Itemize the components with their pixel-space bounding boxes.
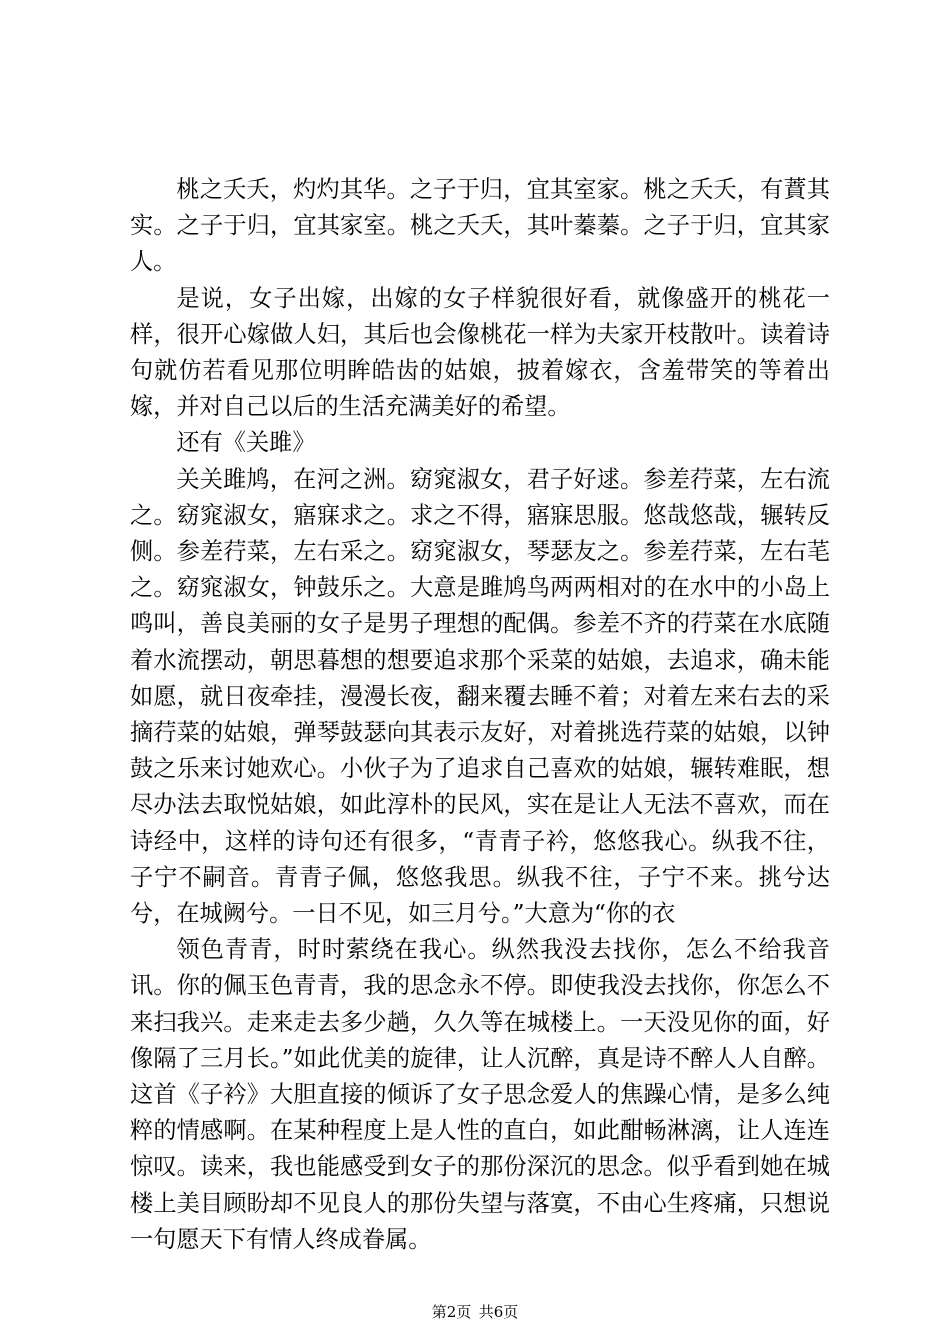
paragraph-taoyao-explanation: 是说，女子出嫁，出嫁的女子样貌很好看，就像盛开的桃花一样，很开心嫁做人妇，其后也会像桃花一样为夫家开枝散叶。读着诗句就仿若看见那位明眸皓齿的姑娘，披着嫁衣，含羞带笑的等着出嫁，并对自己以后的生活充满美好的希望。 xyxy=(130,284,830,421)
document-body xyxy=(130,172,830,1258)
page-total: 共6页 xyxy=(478,1303,519,1321)
paragraph-taoyao-poem: 桃之夭夭，灼灼其华。之子于归，宜其室家。桃之夭夭，有蕡其实。之子于归，宜其家室。桃之夭夭，其叶蓁蓁。之子于归，宜其家人。 xyxy=(130,176,830,276)
page-footer xyxy=(0,1302,950,1322)
paragraph-guanju-poem: 关关雎鸠，在河之洲。窈窕淑女，君子好逑。参差荇菜，左右流之。窈窕淑女，寤寐求之。求之不得，寤寐思服。悠哉悠哉，辗转反侧。参差荇菜，左右采之。窈窕淑女，琴瑟友之。参差荇菜，左右芼之。窈窕淑女，钟鼓乐之。大意是雎鸠鸟两两相对的在水中的小岛上鸣叫，善良美丽的女子是男子理想的配偶。参差不齐的荇菜在水底随着水流摆动，朝思暮想的想要追求那个采菜的姑娘，去追求，确未能如愿，就日夜牵挂，漫漫长夜，翻来覆去睡不着；对着左来右去的采摘荇菜的姑娘，弹琴鼓瑟向其表示友好，对着挑选荇菜的姑娘，以钟鼓之乐来讨她欢心。小伙子为了追求自己喜欢的姑娘，辗转难眠，想尽办法去取悦姑娘，如此淳朴的民风，实在是让人无法不喜欢，而在诗经中，这样的诗句还有很多，“青青子衿，悠悠我心。纵我不往，子宁不嗣音。青青子佩，悠悠我思。纵我不往，子宁不来。挑兮达兮，在城阙兮。一日不见，如三月兮。”大意为“你的衣 xyxy=(130,465,830,928)
paragraph-guanju-heading: 还有《关雎》 xyxy=(176,429,316,457)
page-number: 第2页 xyxy=(431,1303,472,1321)
paragraph-zijin-explanation: 领色青青，时时萦绕在我心。纵然我没去找你，怎么不给我音讯。你的佩玉色青青，我的思念永不停。即使我没去找你，你怎么不来扫我兴。走来走去多少趟，久久等在城楼上。一天没见你的面，好像隔了三月长。”如此优美的旋律，让人沉醉，真是诗不醉人人自醉。这首《子衿》大胆直接的倾诉了女子思念爱人的焦躁心情，是多么纯粹的情感啊。在某种程度上是人性的直白，如此酣畅淋漓，让人连连惊叹。读来，我也能感受到女子的那份深沉的思念。似乎看到她在城楼上美目顾盼却不见良人的那份失望与落寞，不由心生疼痛，只想说一句愿天下有情人终成眷属。 xyxy=(130,936,830,1253)
